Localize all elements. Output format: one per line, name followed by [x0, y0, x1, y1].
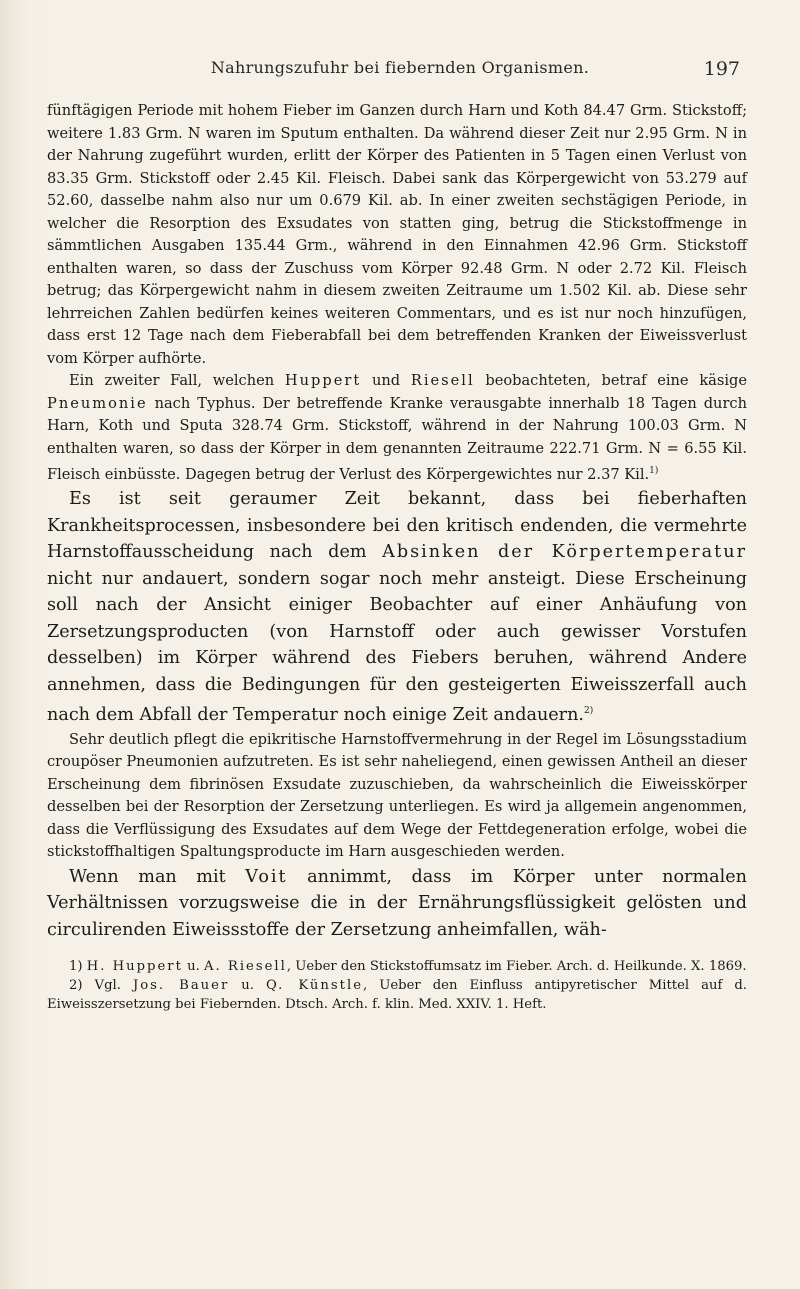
- running-head: Nahrungszufuhr bei fiebernden Organismen.: [210, 58, 590, 77]
- spaced-term: Pneumonie: [47, 394, 148, 412]
- footnotes: [47, 957, 747, 1014]
- author-name: Huppert: [284, 372, 362, 389]
- author-name: Riesell: [410, 372, 475, 389]
- paragraph-large-harnstoff: [47, 486, 747, 728]
- paragraph-large-voit: [47, 864, 747, 944]
- spaced-term: Absinken der Körpertemperatur: [382, 542, 747, 563]
- page-header: [60, 58, 740, 82]
- author-name: H. Huppert: [86, 959, 183, 975]
- page-body: [47, 100, 747, 1014]
- author-name: Jos. Bauer: [132, 978, 230, 994]
- footnote-ref: 1): [649, 466, 659, 476]
- text-run: und: [361, 372, 411, 389]
- text-run: u.: [182, 959, 204, 975]
- text-run: , Ueber den Einfluss antipyretischer Mittel auf d. Eiweisszersetzung bei Fiebernden. Dtsch. Arch. f. klin. Med. XXIV. 1. Heft.: [47, 978, 747, 1013]
- text-run: nach Typhus. Der betreffende Kranke verausgabte innerhalb 18 Tagen durch Harn, Koth und Sputa 328.74 Grm. Stickstoff, während in der Nahrung 100.03 Grm. N enthalten waren, so dass der Körper in dem genannten Zeitraume 222.71 Grm. N = 6.55 Kil. Fleisch einbüsste. Dagegen betrug der Verlust des Körpergewichtes nur 2.37 Kil.: [47, 394, 747, 483]
- text-run: annimmt, dass im Körper unter normalen Verhältnissen vorzugsweise die in der Ernährungsflüssigkeit gelösten und circulirenden Eiweissstoffe der Zersetzung anheimfallen, wäh-: [47, 866, 747, 940]
- footnote-1: [47, 957, 747, 976]
- footnote-number: 2) Vgl.: [69, 978, 133, 994]
- footnote-number: 1): [69, 959, 87, 975]
- text-run: Es ist seit geraumer Zeit bekannt, dass bei fieberhaften Krankheitsprocessen, insbesondere bei den kritisch endenden, die vermehrte Harnstoffausscheidung nach dem: [47, 489, 747, 563]
- text-run: beobachteten, betraf eine käsige: [474, 372, 747, 389]
- footnote-ref: 2): [584, 706, 594, 717]
- author-name: A. Riesell: [203, 959, 287, 975]
- text-run: , Ueber den Stickstoffumsatz im Fieber. Arch. d. Heilkunde. X. 1869.: [286, 959, 747, 975]
- paragraph-pneumonia: Sehr deutlich pflegt die epikritische Harnstoffvermehrung in der Regel im Lösungsstadium croupöser Pneumonien aufzutreten. Es ist sehr naheliegend, einen gewissen Antheil an dieser Erscheinung dem fibrinösen Exsudate zuzuschieben, da wahrscheinlich die Eiweisskörper desselben bei der Resorption der Zersetzung unterliegen. Es wird ja allgemein angenommen, dass die Verflüssigung des Exsudates auf dem Wege der Fettdegeneration erfolge, wobei die stickstoffhaltigen Spaltungsproducte im Harn ausgeschieden werden.: [47, 730, 747, 861]
- text-run: Wenn man mit: [69, 866, 246, 887]
- author-name: Q. Künstle: [266, 978, 364, 994]
- paragraph-continued: fünftägigen Periode mit hohem Fieber im Ganzen durch Harn und Koth 84.47 Grm. Stickstoff; weitere 1.83 Grm. N waren im Sputum enthalten. Da während dieser Zeit nur 2.95 Grm. N in der Nahrung zugeführt wurden, erlitt der Körper des Patienten in 5 Tagen einen Verlust von 83.35 Grm. Stickstoff oder 2.45 Kil. Fleisch. Dabei sank das Körpergewicht von 53.279 auf 52.60, dasselbe nahm also nur um 0.679 Kil. ab. In einer zweiten sechstägigen Periode, in welcher die Resorption des Exsudates von statten ging, betrug die Stickstoffmenge in sämmtlichen Ausgaben 135.44 Grm., während in den Einnahmen 42.96 Grm. Stickstoff enthalten waren, so dass der Zuschuss vom Körper 92.48 Grm. N oder 2.72 Kil. Fleisch betrug; das Körpergewicht nahm in diesem zweiten Zeitraume um 1.502 Kil. ab. Diese sehr lehrreichen Zahlen bedürfen keines weiteren Commentars, und es ist nur noch hinzufügen, dass erst 12 Tage nach dem Fieberabfall bei dem betreffenden Kranken der Eiweissverlust vom Körper aufhörte.: [47, 102, 747, 367]
- paragraph-second-case: [47, 370, 747, 486]
- page-number: 197: [703, 58, 740, 80]
- text-run: nicht nur andauert, sondern sogar noch mehr ansteigt. Diese Erscheinung soll nach der Ansicht einiger Beobachter auf einer Anhäufung von Zersetzungsproducten (von Harnstoff oder auch gewisser Vorstufen desselben) im Körper während des Fiebers beruhen, während Andere annehmen, dass die Bedingungen für den gesteigerten Eiweisszerfall auch nach dem Abfall der Temperatur noch einige Zeit andauern.: [47, 568, 747, 726]
- text-run: u.: [229, 978, 267, 994]
- footnote-2: [47, 976, 747, 1014]
- text-run: Ein zweiter Fall, welchen: [69, 372, 285, 389]
- author-name: Voit: [245, 866, 288, 887]
